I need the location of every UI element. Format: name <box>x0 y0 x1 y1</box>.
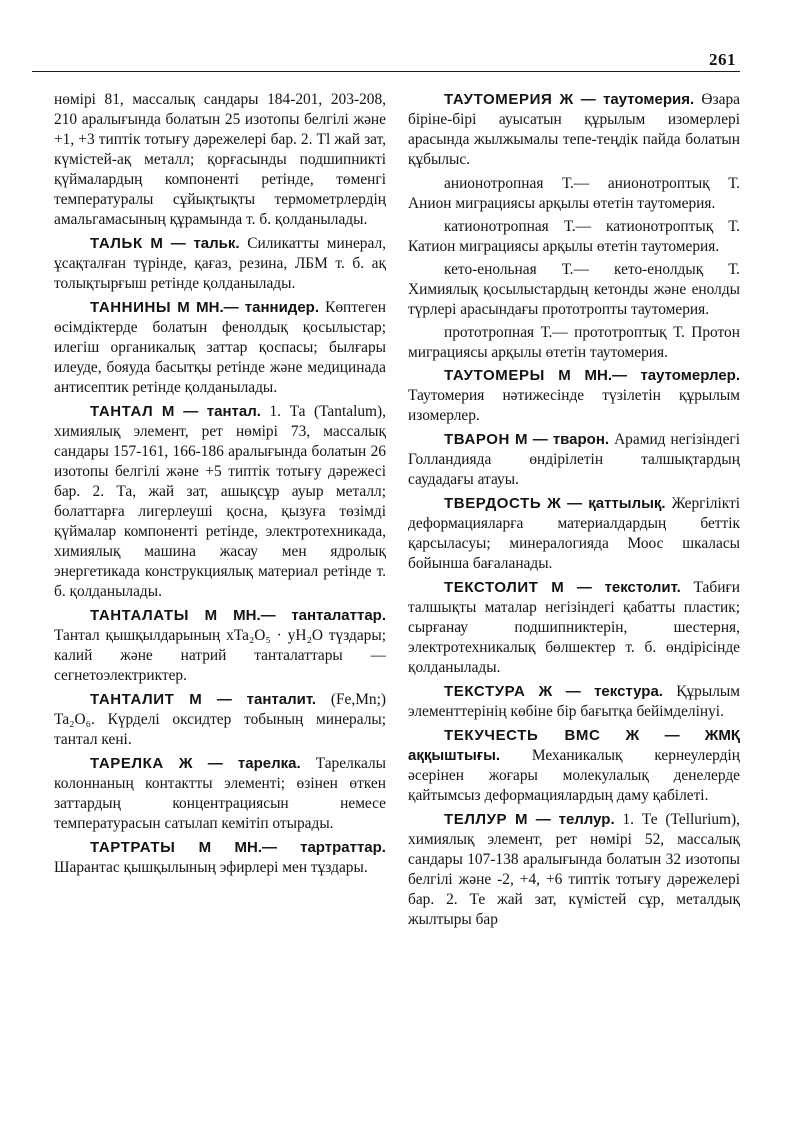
dictionary-entry <box>54 234 386 294</box>
entry-grammar-tag: Ж — <box>547 495 583 512</box>
entry-definition: Механикалық кернеулердің әсерінен жоғары молекулалық денелерде қайтымсыз деформациялардың даму қабілеті. <box>408 747 740 804</box>
entry-translation: танталит. <box>246 691 317 708</box>
entry-headword: ТЕКУЧЕСТЬ ВМС <box>444 727 601 744</box>
dictionary-entry <box>408 430 740 490</box>
entry-headword: ТАРЕЛКА <box>90 755 164 772</box>
entry-headword: ТЕКСТОЛИТ <box>444 579 539 596</box>
sub-entry-tag: Т.— <box>561 261 589 278</box>
entry-translation: текстолит. <box>604 579 681 596</box>
entry-headword: ТВАРОН <box>444 431 510 448</box>
dictionary-entry <box>408 494 740 574</box>
entry-definition: Шарантас қышқылының эфирлері мен тұздары. <box>54 859 368 876</box>
entry-translation: тарелка. <box>237 755 301 772</box>
entry-translation: тартраттар. <box>300 839 386 856</box>
entry-definition: Арамид негізіндегі Голландияда өндірілетін талшықтардың саудадағы атауы. <box>408 431 740 488</box>
sub-entry-definition: анионотроптық Т. Анион миграциясы арқылы өтетін таутомерия. <box>408 175 740 212</box>
entry-translation: теллур. <box>558 811 615 828</box>
entry-translation: тантал. <box>206 403 261 420</box>
entry-definition: 1. Те (Tellurium), химиялық элемент, рет нөмірі 52, массалық сандары 107-138 аралығында болатын 32 изотопы белгілі және -2, +4, +6 типтік тотығу дәрежелері бар. 2. Те жай зат, күмістей сұр, металдық жылтыры бар <box>408 811 740 928</box>
dictionary-entry <box>54 606 386 686</box>
entry-headword: ТАНТАЛАТЫ <box>90 607 189 624</box>
sub-entry-tag: Т.— <box>563 218 591 235</box>
dictionary-entry <box>408 726 740 806</box>
entry-grammar-tag: М МН.— <box>204 607 276 624</box>
entry-definition: Тарелкалы колоннаның контактты элементі; өзінен өткен заттардың концентрациясын немесе температурасын сатылап кемітіп отырады. <box>54 755 386 832</box>
entry-headword: ТАУТОМЕРИЯ <box>444 91 553 108</box>
entry-grammar-tag: М — <box>551 579 592 596</box>
header-rule <box>32 71 740 72</box>
sub-entry <box>408 217 740 257</box>
page-number: 261 <box>709 50 736 69</box>
entry-headword: ТВЕРДОСТЬ <box>444 495 542 512</box>
sub-entry-definition: катионотроптық Т. Катион миграциясы арқылы өтетін таутомерия. <box>408 218 740 255</box>
sub-entry-definition: кето-енолдық Т. Химиялық қосылыстардың кетонды және енолды түрлері арасындағы прототропты таутомерия. <box>408 261 740 318</box>
sub-entry-term: катионотропная <box>444 218 549 235</box>
entry-definition: Тантал қышқылдарының xTa₂O₅ · yH₂O түздары; калий және натрий танталаттары — сегнетоэлектриктер. <box>54 627 386 684</box>
entry-translation: текстура. <box>594 683 663 700</box>
continuation-paragraph: нөмірі 81, массалық сандары 184-201, 203-208, 210 аралығында болатын 25 изотопы белгілі және +1, +3 типтік тотығу дәрежелері бар. 2. Tl жай зат, күмістей-ақ металл; қорғасынды подшипникті қүймалардың компоненті ретінде, төменгі температуралы сұйықтықты термометрлердің амальгамасының құрамында т. б. қолданылады. <box>54 91 386 228</box>
entry-grammar-tag: М — <box>189 691 232 708</box>
sub-entry-tag: Т.— <box>562 175 590 192</box>
entry-headword: ТАЛЬК <box>90 235 143 252</box>
entry-grammar-tag: М — <box>515 431 548 448</box>
dictionary-entry <box>54 838 386 878</box>
left-column <box>54 90 386 882</box>
left-entries <box>54 234 386 878</box>
entry-grammar-tag: М МН.— <box>558 367 628 384</box>
entry-definition: Табиғи талшықты маталар негізіндегі қабатты пластик; сырғанау подшипниктерін, шестерня, электротехникалық бөлшектер т. б. өндірісінде қолданылады. <box>408 579 740 676</box>
entry-translation: тальк. <box>193 235 240 252</box>
entry-definition: Құрылым элементтерінің көбіне бір бағытқа бейімделінуі. <box>408 683 740 720</box>
entry-headword: ТЕКСТУРА <box>444 683 526 700</box>
dictionary-entry <box>54 754 386 834</box>
entry-grammar-tag: Ж — <box>178 755 223 772</box>
entry-grammar-tag: Ж — <box>538 683 581 700</box>
right-entries <box>408 90 740 930</box>
entry-definition: Силикатты минерал, ұсақталған түрінде, қағаз, резина, ЛБМ т. б. ақ толықтырғыш ретінде қолданылады. <box>54 235 386 292</box>
entry-translation: қаттылық. <box>588 495 666 512</box>
entry-definition: (Fe,Mn;) Ta₂O₆. Күрделі оксидтер тобының минералы; тантал кені. <box>54 691 386 748</box>
dictionary-entry <box>408 682 740 722</box>
dictionary-entry <box>408 578 740 678</box>
sub-entry-definition: прототроптық Т. Протон миграциясы арқылы өтетін таутомерия. <box>408 324 740 361</box>
dictionary-entry <box>54 402 386 602</box>
sub-entry <box>408 260 740 320</box>
entry-translation: танталаттар. <box>291 607 386 624</box>
dictionary-entry <box>54 298 386 398</box>
entry-headword: ТАНТАЛИТ <box>90 691 175 708</box>
entry-grammar-tag: М МН.— <box>198 839 277 856</box>
entry-definition: Жергілікті деформацияларға материалдардың беттік қарсыласуы; минералогияда Моос шкаласы бойынша бағаланады. <box>408 495 740 572</box>
entry-grammar-tag: Ж — <box>625 727 680 744</box>
entry-headword: ТАННИНЫ <box>90 299 172 316</box>
sub-entry-term: кето-енольная <box>444 261 537 278</box>
sub-entry <box>408 323 740 363</box>
sub-entry-tag: Т.— <box>540 324 568 341</box>
entry-headword: ТАУТОМЕРЫ <box>444 367 545 384</box>
entry-translation: тварон. <box>552 431 610 448</box>
entry-grammar-tag: М — <box>161 403 199 420</box>
entry-definition: Өзара бірінe-бірі ауысатын құрылым изомерлері арасында жылжымалы тепе-теңдік пайда болатын құбылыс. <box>408 91 740 168</box>
dictionary-entry <box>54 690 386 750</box>
entry-headword: ТАНТАЛ <box>90 403 154 420</box>
entry-grammar-tag: М — <box>515 811 551 828</box>
sub-entry-term: прототропная <box>444 324 535 341</box>
entry-definition: 1. Та (Tantalum), химиялық элемент, рет нөмірі 73, массалық сандары 157-161, 166-186 аралығында болатын 26 изотопы белгілі және +5 типтік тотығу дәрежесі бар. 2. Та, жай зат, ашықсұр ауыр металл; болаттарға лигерлеуші қосна, қызуға төзімді қүймалар компоненті ретінде, электротехникада, химиялық машина жасау мен ядролық энергетикада конструкциялық материал ретінде т. б. қолданылады. <box>54 403 386 600</box>
entry-definition: Таутомерия нәтижесінде түзілетін құрылым изомерлер. <box>408 387 740 424</box>
right-column <box>408 90 740 934</box>
entry-grammar-tag: М МН.— <box>177 299 239 316</box>
entry-translation: таутомерия. <box>603 91 695 108</box>
dictionary-entry <box>408 810 740 930</box>
entry-headword: ТЕЛЛУР <box>444 811 508 828</box>
sub-entry <box>408 174 740 214</box>
dictionary-entry <box>408 90 740 170</box>
dictionary-entry <box>408 366 740 426</box>
entry-translation: таутомерлер. <box>640 367 740 384</box>
entry-grammar-tag: Ж — <box>559 91 596 108</box>
entry-translation: таннидер. <box>244 299 319 316</box>
entry-definition: Көптеген өсімдіктерде болатын фенолдық қосылыстар; илегіш органикалық заттар қоспасы; былғары илеуде, бояуда басытқы ретінде және медицинада антисептик ретінде қолданылады. <box>54 299 386 396</box>
entry-headword: ТАРТРАТЫ <box>90 839 176 856</box>
entry-translation: ЖМҚ аққыштығы. <box>408 727 740 764</box>
sub-entry-term: анионотропная <box>444 175 544 192</box>
entry-grammar-tag: М — <box>150 235 186 252</box>
